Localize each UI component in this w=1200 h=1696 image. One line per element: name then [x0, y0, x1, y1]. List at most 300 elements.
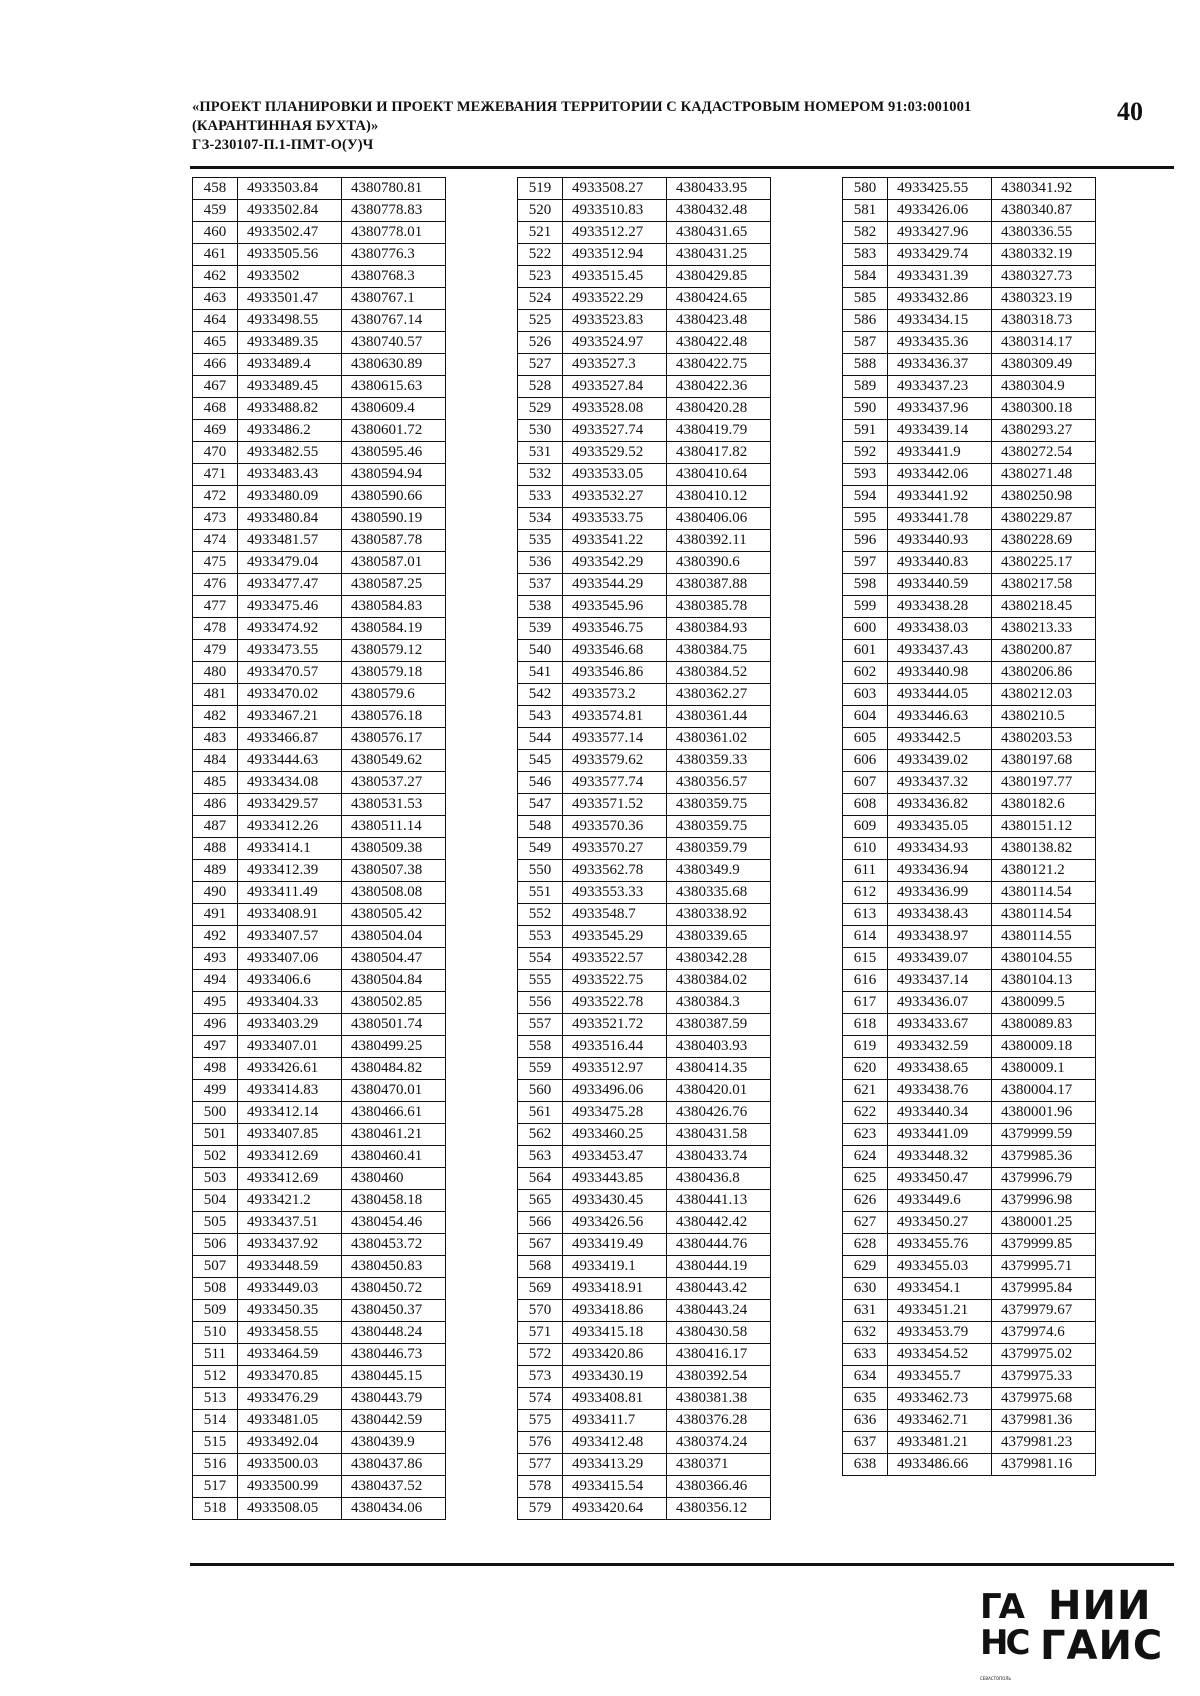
- y-coordinate-cell: 4380392.54: [667, 1366, 771, 1388]
- x-coordinate-cell: 4933415.54: [563, 1476, 667, 1498]
- logo-mark-caption: СЕВАСТОПОЛЬ: [980, 1676, 1012, 1681]
- y-coordinate-cell: 4380776.3: [342, 244, 446, 266]
- point-number-cell: 466: [193, 354, 238, 376]
- x-coordinate-cell: 4933546.86: [563, 662, 667, 684]
- x-coordinate-cell: 4933450.27: [888, 1212, 992, 1234]
- x-coordinate-cell: 4933421.2: [238, 1190, 342, 1212]
- table-row: [518, 1190, 771, 1212]
- table-row: [518, 1124, 771, 1146]
- y-coordinate-cell: 4380461.21: [342, 1124, 446, 1146]
- y-coordinate-cell: 4380210.5: [992, 706, 1096, 728]
- y-coordinate-cell: 4380228.69: [992, 530, 1096, 552]
- table-row: [193, 904, 446, 926]
- y-coordinate-cell: 4380151.12: [992, 816, 1096, 838]
- y-coordinate-cell: 4380419.79: [667, 420, 771, 442]
- x-coordinate-cell: 4933532.27: [563, 486, 667, 508]
- table-row: [518, 838, 771, 860]
- x-coordinate-cell: 4933435.05: [888, 816, 992, 838]
- x-coordinate-cell: 4933480.84: [238, 508, 342, 530]
- point-number-cell: 601: [843, 640, 888, 662]
- x-coordinate-cell: 4933415.18: [563, 1322, 667, 1344]
- x-coordinate-cell: 4933476.29: [238, 1388, 342, 1410]
- y-coordinate-cell: 4380217.58: [992, 574, 1096, 596]
- y-coordinate-cell: 4380387.59: [667, 1014, 771, 1036]
- x-coordinate-cell: 4933404.33: [238, 992, 342, 1014]
- table-row: [843, 596, 1096, 618]
- x-coordinate-cell: 4933425.55: [888, 178, 992, 200]
- y-coordinate-cell: 4380410.12: [667, 486, 771, 508]
- point-number-cell: 517: [193, 1476, 238, 1498]
- table-row: [193, 1080, 446, 1102]
- table-row: [843, 860, 1096, 882]
- point-number-cell: 468: [193, 398, 238, 420]
- table-row: [518, 684, 771, 706]
- x-coordinate-cell: 4933473.55: [238, 640, 342, 662]
- table-row: [193, 640, 446, 662]
- table-row: [843, 1388, 1096, 1410]
- logo-mark-line2: НС: [980, 1623, 1028, 1663]
- x-coordinate-cell: 4933454.1: [888, 1278, 992, 1300]
- x-coordinate-cell: 4933430.19: [563, 1366, 667, 1388]
- table-row: [843, 244, 1096, 266]
- table-row: [518, 1454, 771, 1476]
- x-coordinate-cell: 4933437.92: [238, 1234, 342, 1256]
- point-number-cell: 529: [518, 398, 563, 420]
- x-coordinate-cell: 4933570.27: [563, 838, 667, 860]
- x-coordinate-cell: 4933408.91: [238, 904, 342, 926]
- x-coordinate-cell: 4933412.14: [238, 1102, 342, 1124]
- y-coordinate-cell: 4380443.79: [342, 1388, 446, 1410]
- x-coordinate-cell: 4933527.74: [563, 420, 667, 442]
- point-number-cell: 597: [843, 552, 888, 574]
- point-number-cell: 496: [193, 1014, 238, 1036]
- y-coordinate-cell: 4380206.86: [992, 662, 1096, 684]
- point-number-cell: 563: [518, 1146, 563, 1168]
- point-number-cell: 619: [843, 1036, 888, 1058]
- table-row: [518, 1498, 771, 1520]
- table-row: [193, 750, 446, 772]
- table-row: [843, 970, 1096, 992]
- x-coordinate-cell: 4933522.29: [563, 288, 667, 310]
- point-number-cell: 543: [518, 706, 563, 728]
- table-row: [843, 288, 1096, 310]
- y-coordinate-cell: 4380484.82: [342, 1058, 446, 1080]
- point-number-cell: 499: [193, 1080, 238, 1102]
- table-row: [518, 1388, 771, 1410]
- table-row: [518, 816, 771, 838]
- table-row: [518, 1256, 771, 1278]
- point-number-cell: 551: [518, 882, 563, 904]
- point-number-cell: 613: [843, 904, 888, 926]
- y-coordinate-cell: 4380392.11: [667, 530, 771, 552]
- y-coordinate-cell: 4380504.47: [342, 948, 446, 970]
- y-coordinate-cell: 4380004.17: [992, 1080, 1096, 1102]
- x-coordinate-cell: 4933403.29: [238, 1014, 342, 1036]
- point-number-cell: 573: [518, 1366, 563, 1388]
- y-coordinate-cell: 4380584.19: [342, 618, 446, 640]
- y-coordinate-cell: 4380460: [342, 1168, 446, 1190]
- x-coordinate-cell: 4933440.34: [888, 1102, 992, 1124]
- y-coordinate-cell: 4380454.46: [342, 1212, 446, 1234]
- table-row: [518, 266, 771, 288]
- point-number-cell: 589: [843, 376, 888, 398]
- y-coordinate-cell: 4380376.28: [667, 1410, 771, 1432]
- table-row: [518, 706, 771, 728]
- table-row: [193, 222, 446, 244]
- point-number-cell: 465: [193, 332, 238, 354]
- x-coordinate-cell: 4933442.5: [888, 728, 992, 750]
- y-coordinate-cell: 4380450.37: [342, 1300, 446, 1322]
- table-row: [518, 618, 771, 640]
- table-row: [193, 574, 446, 596]
- point-number-cell: 512: [193, 1366, 238, 1388]
- point-number-cell: 591: [843, 420, 888, 442]
- x-coordinate-cell: 4933438.28: [888, 596, 992, 618]
- table-row: [193, 266, 446, 288]
- x-coordinate-cell: 4933508.05: [238, 1498, 342, 1520]
- document-header: [192, 98, 1092, 155]
- x-coordinate-cell: 4933510.83: [563, 200, 667, 222]
- point-number-cell: 575: [518, 1410, 563, 1432]
- x-coordinate-cell: 4933436.07: [888, 992, 992, 1014]
- x-coordinate-cell: 4933512.27: [563, 222, 667, 244]
- table-row: [843, 992, 1096, 1014]
- table-row: [193, 1300, 446, 1322]
- point-number-cell: 519: [518, 178, 563, 200]
- point-number-cell: 484: [193, 750, 238, 772]
- table-row: [843, 222, 1096, 244]
- point-number-cell: 628: [843, 1234, 888, 1256]
- point-number-cell: 611: [843, 860, 888, 882]
- y-coordinate-cell: 4380212.03: [992, 684, 1096, 706]
- x-coordinate-cell: 4933470.57: [238, 662, 342, 684]
- y-coordinate-cell: 4380138.82: [992, 838, 1096, 860]
- y-coordinate-cell: 4380304.9: [992, 376, 1096, 398]
- x-coordinate-cell: 4933434.93: [888, 838, 992, 860]
- x-coordinate-cell: 4933440.83: [888, 552, 992, 574]
- x-coordinate-cell: 4933413.29: [563, 1454, 667, 1476]
- x-coordinate-cell: 4933439.07: [888, 948, 992, 970]
- point-number-cell: 557: [518, 1014, 563, 1036]
- point-number-cell: 533: [518, 486, 563, 508]
- x-coordinate-cell: 4933408.81: [563, 1388, 667, 1410]
- x-coordinate-cell: 4933480.09: [238, 486, 342, 508]
- table-row: [193, 1212, 446, 1234]
- table-row: [518, 1014, 771, 1036]
- point-number-cell: 600: [843, 618, 888, 640]
- x-coordinate-cell: 4933426.06: [888, 200, 992, 222]
- x-coordinate-cell: 4933412.39: [238, 860, 342, 882]
- y-coordinate-cell: 4380341.92: [992, 178, 1096, 200]
- point-number-cell: 595: [843, 508, 888, 530]
- point-number-cell: 460: [193, 222, 238, 244]
- table-row: [518, 244, 771, 266]
- point-number-cell: 505: [193, 1212, 238, 1234]
- x-coordinate-cell: 4933470.02: [238, 684, 342, 706]
- x-coordinate-cell: 4933501.47: [238, 288, 342, 310]
- table-row: [843, 794, 1096, 816]
- y-coordinate-cell: 4380502.85: [342, 992, 446, 1014]
- x-coordinate-cell: 4933406.6: [238, 970, 342, 992]
- x-coordinate-cell: 4933431.39: [888, 266, 992, 288]
- table-row: [193, 882, 446, 904]
- y-coordinate-cell: 4380579.6: [342, 684, 446, 706]
- table-row: [518, 310, 771, 332]
- table-row: [518, 1146, 771, 1168]
- point-number-cell: 586: [843, 310, 888, 332]
- point-number-cell: 477: [193, 596, 238, 618]
- y-coordinate-cell: 4380587.78: [342, 530, 446, 552]
- footer-rule: [190, 1563, 1174, 1566]
- x-coordinate-cell: 4933438.97: [888, 926, 992, 948]
- table-row: [518, 1168, 771, 1190]
- table-row: [193, 1476, 446, 1498]
- table-row: [843, 1234, 1096, 1256]
- point-number-cell: 603: [843, 684, 888, 706]
- point-number-cell: 482: [193, 706, 238, 728]
- table-row: [843, 332, 1096, 354]
- point-number-cell: 492: [193, 926, 238, 948]
- y-coordinate-cell: 4380309.49: [992, 354, 1096, 376]
- table-row: [518, 530, 771, 552]
- y-coordinate-cell: 4379999.59: [992, 1124, 1096, 1146]
- y-coordinate-cell: 4380197.77: [992, 772, 1096, 794]
- point-number-cell: 536: [518, 552, 563, 574]
- x-coordinate-cell: 4933437.96: [888, 398, 992, 420]
- x-coordinate-cell: 4933446.63: [888, 706, 992, 728]
- point-number-cell: 626: [843, 1190, 888, 1212]
- table-row: [518, 1102, 771, 1124]
- table-row: [193, 1168, 446, 1190]
- table-row: [193, 970, 446, 992]
- x-coordinate-cell: 4933527.3: [563, 354, 667, 376]
- y-coordinate-cell: 4380778.01: [342, 222, 446, 244]
- y-coordinate-cell: 4380444.76: [667, 1234, 771, 1256]
- table-row: [518, 1476, 771, 1498]
- point-number-cell: 629: [843, 1256, 888, 1278]
- table-row: [843, 750, 1096, 772]
- table-row: [193, 684, 446, 706]
- x-coordinate-cell: 4933437.51: [238, 1212, 342, 1234]
- y-coordinate-cell: 4380384.75: [667, 640, 771, 662]
- x-coordinate-cell: 4933414.83: [238, 1080, 342, 1102]
- point-number-cell: 509: [193, 1300, 238, 1322]
- point-number-cell: 620: [843, 1058, 888, 1080]
- table-row: [518, 1410, 771, 1432]
- y-coordinate-cell: 4379996.79: [992, 1168, 1096, 1190]
- x-coordinate-cell: 4933516.44: [563, 1036, 667, 1058]
- point-number-cell: 588: [843, 354, 888, 376]
- point-number-cell: 518: [193, 1498, 238, 1520]
- point-number-cell: 547: [518, 794, 563, 816]
- table-row: [518, 200, 771, 222]
- x-coordinate-cell: 4933503.84: [238, 178, 342, 200]
- x-coordinate-cell: 4933489.4: [238, 354, 342, 376]
- y-coordinate-cell: 4380414.35: [667, 1058, 771, 1080]
- table-row: [843, 1080, 1096, 1102]
- x-coordinate-cell: 4933546.75: [563, 618, 667, 640]
- y-coordinate-cell: 4380430.58: [667, 1322, 771, 1344]
- x-coordinate-cell: 4933527.84: [563, 376, 667, 398]
- y-coordinate-cell: 4379985.36: [992, 1146, 1096, 1168]
- y-coordinate-cell: 4380335.68: [667, 882, 771, 904]
- point-number-cell: 544: [518, 728, 563, 750]
- point-number-cell: 592: [843, 442, 888, 464]
- table-row: [518, 860, 771, 882]
- table-row: [193, 200, 446, 222]
- table-row: [518, 552, 771, 574]
- table-row: [193, 1036, 446, 1058]
- point-number-cell: 470: [193, 442, 238, 464]
- table-row: [193, 508, 446, 530]
- point-number-cell: 508: [193, 1278, 238, 1300]
- table-row: [193, 1498, 446, 1520]
- point-number-cell: 545: [518, 750, 563, 772]
- x-coordinate-cell: 4933453.47: [563, 1146, 667, 1168]
- y-coordinate-cell: 4380579.12: [342, 640, 446, 662]
- y-coordinate-cell: 4380590.66: [342, 486, 446, 508]
- y-coordinate-cell: 4380437.86: [342, 1454, 446, 1476]
- point-number-cell: 534: [518, 508, 563, 530]
- y-coordinate-cell: 4380768.3: [342, 266, 446, 288]
- header-title-line2: (КАРАНТИННАЯ БУХТА)»: [192, 118, 379, 134]
- x-coordinate-cell: 4933577.14: [563, 728, 667, 750]
- table-row: [843, 354, 1096, 376]
- x-coordinate-cell: 4933455.03: [888, 1256, 992, 1278]
- y-coordinate-cell: 4380450.72: [342, 1278, 446, 1300]
- table-row: [843, 464, 1096, 486]
- x-coordinate-cell: 4933489.35: [238, 332, 342, 354]
- point-number-cell: 634: [843, 1366, 888, 1388]
- point-number-cell: 469: [193, 420, 238, 442]
- point-number-cell: 637: [843, 1432, 888, 1454]
- point-number-cell: 598: [843, 574, 888, 596]
- point-number-cell: 555: [518, 970, 563, 992]
- y-coordinate-cell: 4380356.12: [667, 1498, 771, 1520]
- x-coordinate-cell: 4933438.03: [888, 618, 992, 640]
- x-coordinate-cell: 4933481.57: [238, 530, 342, 552]
- table-row: [193, 486, 446, 508]
- table-row: [518, 640, 771, 662]
- point-number-cell: 633: [843, 1344, 888, 1366]
- table-row: [193, 420, 446, 442]
- point-number-cell: 525: [518, 310, 563, 332]
- x-coordinate-cell: 4933544.29: [563, 574, 667, 596]
- point-number-cell: 514: [193, 1410, 238, 1432]
- x-coordinate-cell: 4933528.08: [563, 398, 667, 420]
- y-coordinate-cell: 4380531.53: [342, 794, 446, 816]
- point-number-cell: 491: [193, 904, 238, 926]
- table-row: [193, 1344, 446, 1366]
- y-coordinate-cell: 4380359.79: [667, 838, 771, 860]
- point-number-cell: 467: [193, 376, 238, 398]
- y-coordinate-cell: 4380601.72: [342, 420, 446, 442]
- x-coordinate-cell: 4933450.47: [888, 1168, 992, 1190]
- y-coordinate-cell: 4380499.25: [342, 1036, 446, 1058]
- table-row: [518, 1212, 771, 1234]
- x-coordinate-cell: 4933411.49: [238, 882, 342, 904]
- x-coordinate-cell: 4933444.05: [888, 684, 992, 706]
- y-coordinate-cell: 4379981.36: [992, 1410, 1096, 1432]
- table-row: [843, 442, 1096, 464]
- x-coordinate-cell: 4933502: [238, 266, 342, 288]
- table-row: [843, 1102, 1096, 1124]
- point-number-cell: 570: [518, 1300, 563, 1322]
- x-coordinate-cell: 4933529.52: [563, 442, 667, 464]
- y-coordinate-cell: 4380460.41: [342, 1146, 446, 1168]
- y-coordinate-cell: 4380293.27: [992, 420, 1096, 442]
- point-number-cell: 612: [843, 882, 888, 904]
- x-coordinate-cell: 4933407.06: [238, 948, 342, 970]
- point-number-cell: 515: [193, 1432, 238, 1454]
- point-number-cell: 632: [843, 1322, 888, 1344]
- x-coordinate-cell: 4933438.76: [888, 1080, 992, 1102]
- x-coordinate-cell: 4933432.59: [888, 1036, 992, 1058]
- x-coordinate-cell: 4933433.67: [888, 1014, 992, 1036]
- point-number-cell: 581: [843, 200, 888, 222]
- y-coordinate-cell: 4380458.18: [342, 1190, 446, 1212]
- point-number-cell: 567: [518, 1234, 563, 1256]
- x-coordinate-cell: 4933440.59: [888, 574, 992, 596]
- point-number-cell: 569: [518, 1278, 563, 1300]
- table-row: [843, 200, 1096, 222]
- point-number-cell: 621: [843, 1080, 888, 1102]
- y-coordinate-cell: 4379974.6: [992, 1322, 1096, 1344]
- x-coordinate-cell: 4933429.74: [888, 244, 992, 266]
- y-coordinate-cell: 4380416.17: [667, 1344, 771, 1366]
- table-row: [193, 1432, 446, 1454]
- point-number-cell: 596: [843, 530, 888, 552]
- y-coordinate-cell: 4380432.48: [667, 200, 771, 222]
- y-coordinate-cell: 4380225.17: [992, 552, 1096, 574]
- table-row: [518, 1432, 771, 1454]
- point-number-cell: 485: [193, 772, 238, 794]
- table-row: [518, 904, 771, 926]
- x-coordinate-cell: 4933542.29: [563, 552, 667, 574]
- table-row: [843, 376, 1096, 398]
- y-coordinate-cell: 4380339.65: [667, 926, 771, 948]
- point-number-cell: 526: [518, 332, 563, 354]
- y-coordinate-cell: 4380537.27: [342, 772, 446, 794]
- table-row: [518, 926, 771, 948]
- table-row: [518, 574, 771, 596]
- y-coordinate-cell: 4380384.52: [667, 662, 771, 684]
- table-row: [518, 772, 771, 794]
- point-number-cell: 521: [518, 222, 563, 244]
- y-coordinate-cell: 4380314.17: [992, 332, 1096, 354]
- table-row: [193, 178, 446, 200]
- y-coordinate-cell: 4380406.06: [667, 508, 771, 530]
- point-number-cell: 584: [843, 266, 888, 288]
- point-number-cell: 572: [518, 1344, 563, 1366]
- table-row: [518, 464, 771, 486]
- point-number-cell: 590: [843, 398, 888, 420]
- y-coordinate-cell: 4380431.65: [667, 222, 771, 244]
- y-coordinate-cell: 4380001.96: [992, 1102, 1096, 1124]
- point-number-cell: 561: [518, 1102, 563, 1124]
- x-coordinate-cell: 4933481.21: [888, 1432, 992, 1454]
- table-row: [193, 992, 446, 1014]
- table-row: [193, 398, 446, 420]
- y-coordinate-cell: 4380420.28: [667, 398, 771, 420]
- y-coordinate-cell: 4380740.57: [342, 332, 446, 354]
- point-number-cell: 498: [193, 1058, 238, 1080]
- table-row: [518, 992, 771, 1014]
- x-coordinate-cell: 4933524.97: [563, 332, 667, 354]
- x-coordinate-cell: 4933436.99: [888, 882, 992, 904]
- y-coordinate-cell: 4379996.98: [992, 1190, 1096, 1212]
- y-coordinate-cell: 4380338.92: [667, 904, 771, 926]
